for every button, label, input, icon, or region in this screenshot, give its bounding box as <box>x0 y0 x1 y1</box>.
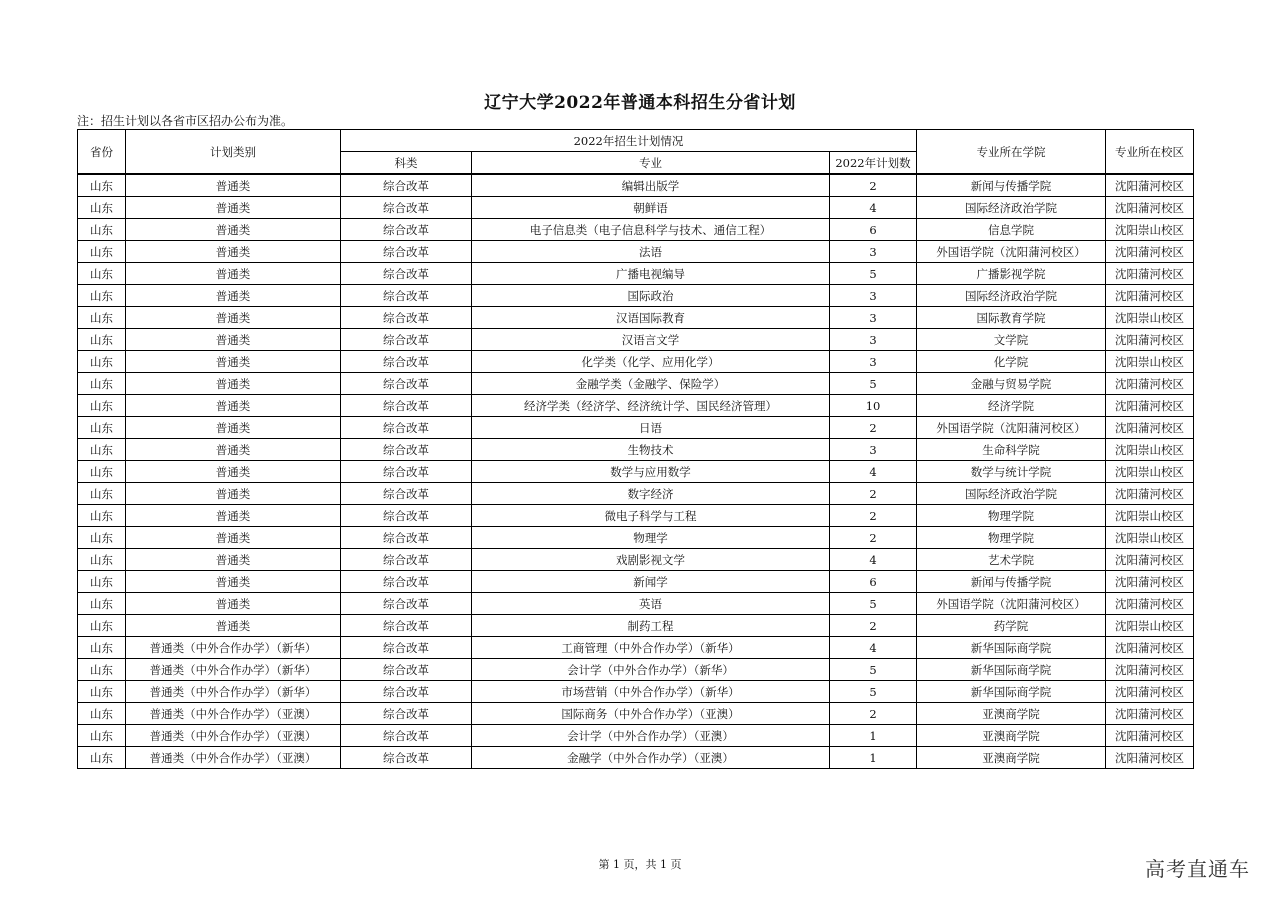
count-cell: 2 <box>830 527 917 549</box>
count-cell: 1 <box>830 747 917 769</box>
count-cell: 3 <box>830 307 917 329</box>
subject-cell: 综合改革 <box>341 417 472 439</box>
header-campus: 专业所在校区 <box>1106 130 1194 175</box>
province-cell: 山东 <box>78 174 126 197</box>
college-cell: 国际经济政治学院 <box>917 483 1106 505</box>
table-row <box>78 351 1194 373</box>
plan-type-cell: 普通类 <box>126 615 341 637</box>
campus-cell: 沈阳蒲河校区 <box>1106 637 1194 659</box>
college-cell: 信息学院 <box>917 219 1106 241</box>
plan-type-cell: 普通类（中外合作办学）（亚澳） <box>126 725 341 747</box>
major-cell: 法语 <box>472 241 830 263</box>
table-row <box>78 395 1194 417</box>
province-cell: 山东 <box>78 329 126 351</box>
subject-cell: 综合改革 <box>341 461 472 483</box>
plan-type-cell: 普通类 <box>126 461 341 483</box>
campus-cell: 沈阳蒲河校区 <box>1106 417 1194 439</box>
plan-type-cell: 普通类（中外合作办学）（新华） <box>126 659 341 681</box>
province-cell: 山东 <box>78 593 126 615</box>
province-cell: 山东 <box>78 395 126 417</box>
campus-cell: 沈阳蒲河校区 <box>1106 241 1194 263</box>
plan-type-cell: 普通类 <box>126 351 341 373</box>
plan-type-cell: 普通类（中外合作办学）（亚澳） <box>126 703 341 725</box>
plan-type-cell: 普通类 <box>126 593 341 615</box>
major-cell: 物理学 <box>472 527 830 549</box>
major-cell: 广播电视编导 <box>472 263 830 285</box>
header-plan-type: 计划类别 <box>126 130 341 175</box>
major-cell: 金融学（中外合作办学）（亚澳） <box>472 747 830 769</box>
province-cell: 山东 <box>78 527 126 549</box>
table-row <box>78 483 1194 505</box>
campus-cell: 沈阳蒲河校区 <box>1106 329 1194 351</box>
plan-table-body <box>78 174 1194 769</box>
province-cell: 山东 <box>78 725 126 747</box>
college-cell: 广播影视学院 <box>917 263 1106 285</box>
table-row <box>78 197 1194 219</box>
major-cell: 制药工程 <box>472 615 830 637</box>
college-cell: 国际经济政治学院 <box>917 197 1106 219</box>
province-cell: 山东 <box>78 439 126 461</box>
count-cell: 3 <box>830 329 917 351</box>
subject-cell: 综合改革 <box>341 219 472 241</box>
campus-cell: 沈阳崇山校区 <box>1106 439 1194 461</box>
plan-type-cell: 普通类 <box>126 373 341 395</box>
plan-type-cell: 普通类 <box>126 197 341 219</box>
campus-cell: 沈阳崇山校区 <box>1106 351 1194 373</box>
major-cell: 编辑出版学 <box>472 174 830 197</box>
table-row <box>78 263 1194 285</box>
province-cell: 山东 <box>78 703 126 725</box>
college-cell: 新华国际商学院 <box>917 659 1106 681</box>
major-cell: 工商管理（中外合作办学）（新华） <box>472 637 830 659</box>
major-cell: 市场营销（中外合作办学）（新华） <box>472 681 830 703</box>
count-cell: 4 <box>830 637 917 659</box>
province-cell: 山东 <box>78 285 126 307</box>
subject-cell: 综合改革 <box>341 307 472 329</box>
campus-cell: 沈阳崇山校区 <box>1106 527 1194 549</box>
college-cell: 外国语学院（沈阳蒲河校区） <box>917 417 1106 439</box>
plan-type-cell: 普通类 <box>126 505 341 527</box>
province-cell: 山东 <box>78 571 126 593</box>
table-row <box>78 593 1194 615</box>
table-row <box>78 549 1194 571</box>
plan-type-cell: 普通类 <box>126 329 341 351</box>
note: 注：招生计划以各省市区招办公布为准。 <box>77 114 294 128</box>
college-cell: 艺术学院 <box>917 549 1106 571</box>
campus-cell: 沈阳蒲河校区 <box>1106 681 1194 703</box>
major-cell: 金融学类（金融学、保险学） <box>472 373 830 395</box>
major-cell: 数学与应用数学 <box>472 461 830 483</box>
college-cell: 经济学院 <box>917 395 1106 417</box>
count-cell: 2 <box>830 174 917 197</box>
plan-type-cell: 普通类 <box>126 417 341 439</box>
count-cell: 3 <box>830 241 917 263</box>
count-cell: 2 <box>830 505 917 527</box>
watermark: 高考直通车 <box>1145 857 1250 881</box>
campus-cell: 沈阳蒲河校区 <box>1106 174 1194 197</box>
table-row <box>78 659 1194 681</box>
plan-type-cell: 普通类 <box>126 571 341 593</box>
table-row <box>78 241 1194 263</box>
plan-type-cell: 普通类 <box>126 483 341 505</box>
major-cell: 国际商务（中外合作办学）（亚澳） <box>472 703 830 725</box>
subject-cell: 综合改革 <box>341 703 472 725</box>
subject-cell: 综合改革 <box>341 241 472 263</box>
major-cell: 国际政治 <box>472 285 830 307</box>
college-cell: 数学与统计学院 <box>917 461 1106 483</box>
province-cell: 山东 <box>78 219 126 241</box>
subject-cell: 综合改革 <box>341 263 472 285</box>
province-cell: 山东 <box>78 263 126 285</box>
campus-cell: 沈阳蒲河校区 <box>1106 703 1194 725</box>
campus-cell: 沈阳崇山校区 <box>1106 219 1194 241</box>
table-row <box>78 527 1194 549</box>
plan-type-cell: 普通类 <box>126 219 341 241</box>
campus-cell: 沈阳崇山校区 <box>1106 615 1194 637</box>
count-cell: 3 <box>830 285 917 307</box>
table-row <box>78 373 1194 395</box>
province-cell: 山东 <box>78 373 126 395</box>
campus-cell: 沈阳蒲河校区 <box>1106 285 1194 307</box>
campus-cell: 沈阳蒲河校区 <box>1106 659 1194 681</box>
college-cell: 生命科学院 <box>917 439 1106 461</box>
count-cell: 5 <box>830 263 917 285</box>
page-title: 辽宁大学2022年普通本科招生分省计划 <box>484 93 796 113</box>
subject-cell: 综合改革 <box>341 549 472 571</box>
count-cell: 4 <box>830 197 917 219</box>
campus-cell: 沈阳蒲河校区 <box>1106 747 1194 769</box>
count-cell: 6 <box>830 219 917 241</box>
table-row <box>78 747 1194 769</box>
major-cell: 数字经济 <box>472 483 830 505</box>
subject-cell: 综合改革 <box>341 285 472 307</box>
count-cell: 3 <box>830 439 917 461</box>
college-cell: 亚澳商学院 <box>917 703 1106 725</box>
subject-cell: 综合改革 <box>341 351 472 373</box>
table-row <box>78 505 1194 527</box>
major-cell: 化学类（化学、应用化学） <box>472 351 830 373</box>
major-cell: 汉语言文学 <box>472 329 830 351</box>
subject-cell: 综合改革 <box>341 395 472 417</box>
province-cell: 山东 <box>78 241 126 263</box>
plan-type-cell: 普通类 <box>126 439 341 461</box>
subject-cell: 综合改革 <box>341 174 472 197</box>
major-cell: 汉语国际教育 <box>472 307 830 329</box>
count-cell: 5 <box>830 373 917 395</box>
province-cell: 山东 <box>78 483 126 505</box>
plan-type-cell: 普通类 <box>126 241 341 263</box>
college-cell: 新闻与传播学院 <box>917 571 1106 593</box>
header-subject: 科类 <box>341 152 472 175</box>
province-cell: 山东 <box>78 747 126 769</box>
count-cell: 2 <box>830 417 917 439</box>
campus-cell: 沈阳蒲河校区 <box>1106 395 1194 417</box>
subject-cell: 综合改革 <box>341 329 472 351</box>
subject-cell: 综合改革 <box>341 747 472 769</box>
major-cell: 生物技术 <box>472 439 830 461</box>
table-row <box>78 329 1194 351</box>
plan-type-cell: 普通类（中外合作办学）（亚澳） <box>126 747 341 769</box>
count-cell: 5 <box>830 659 917 681</box>
count-cell: 3 <box>830 351 917 373</box>
subject-cell: 综合改革 <box>341 725 472 747</box>
subject-cell: 综合改革 <box>341 373 472 395</box>
plan-type-cell: 普通类 <box>126 263 341 285</box>
campus-cell: 沈阳蒲河校区 <box>1106 549 1194 571</box>
campus-cell: 沈阳崇山校区 <box>1106 307 1194 329</box>
province-cell: 山东 <box>78 615 126 637</box>
subject-cell: 综合改革 <box>341 615 472 637</box>
major-cell: 朝鲜语 <box>472 197 830 219</box>
plan-type-cell: 普通类 <box>126 527 341 549</box>
count-cell: 5 <box>830 681 917 703</box>
college-cell: 化学院 <box>917 351 1106 373</box>
count-cell: 2 <box>830 483 917 505</box>
college-cell: 外国语学院（沈阳蒲河校区） <box>917 593 1106 615</box>
plan-type-cell: 普通类 <box>126 395 341 417</box>
table-row <box>78 417 1194 439</box>
major-cell: 会计学（中外合作办学）（亚澳） <box>472 725 830 747</box>
table-row <box>78 703 1194 725</box>
campus-cell: 沈阳蒲河校区 <box>1106 725 1194 747</box>
college-cell: 药学院 <box>917 615 1106 637</box>
table-row <box>78 681 1194 703</box>
subject-cell: 综合改革 <box>341 571 472 593</box>
province-cell: 山东 <box>78 659 126 681</box>
college-cell: 亚澳商学院 <box>917 747 1106 769</box>
college-cell: 物理学院 <box>917 505 1106 527</box>
province-cell: 山东 <box>78 307 126 329</box>
subject-cell: 综合改革 <box>341 637 472 659</box>
count-cell: 1 <box>830 725 917 747</box>
campus-cell: 沈阳蒲河校区 <box>1106 263 1194 285</box>
table-row <box>78 725 1194 747</box>
college-cell: 物理学院 <box>917 527 1106 549</box>
subject-cell: 综合改革 <box>341 197 472 219</box>
table-row <box>78 307 1194 329</box>
table-row <box>78 174 1194 197</box>
table-row <box>78 637 1194 659</box>
count-cell: 10 <box>830 395 917 417</box>
plan-type-cell: 普通类 <box>126 285 341 307</box>
plan-type-cell: 普通类 <box>126 307 341 329</box>
subject-cell: 综合改革 <box>341 681 472 703</box>
province-cell: 山东 <box>78 549 126 571</box>
major-cell: 英语 <box>472 593 830 615</box>
table-row <box>78 571 1194 593</box>
plan-type-cell: 普通类 <box>126 174 341 197</box>
subject-cell: 综合改革 <box>341 439 472 461</box>
campus-cell: 沈阳蒲河校区 <box>1106 483 1194 505</box>
province-cell: 山东 <box>78 417 126 439</box>
college-cell: 国际教育学院 <box>917 307 1106 329</box>
college-cell: 文学院 <box>917 329 1106 351</box>
plan-type-cell: 普通类（中外合作办学）（新华） <box>126 681 341 703</box>
table-row <box>78 439 1194 461</box>
province-cell: 山东 <box>78 197 126 219</box>
campus-cell: 沈阳崇山校区 <box>1106 505 1194 527</box>
major-cell: 电子信息类（电子信息科学与技术、通信工程） <box>472 219 830 241</box>
subject-cell: 综合改革 <box>341 527 472 549</box>
major-cell: 日语 <box>472 417 830 439</box>
college-cell: 新华国际商学院 <box>917 681 1106 703</box>
table-row <box>78 615 1194 637</box>
table-row <box>78 219 1194 241</box>
major-cell: 戏剧影视文学 <box>472 549 830 571</box>
major-cell: 微电子科学与工程 <box>472 505 830 527</box>
table-row <box>78 285 1194 307</box>
campus-cell: 沈阳蒲河校区 <box>1106 197 1194 219</box>
subject-cell: 综合改革 <box>341 483 472 505</box>
province-cell: 山东 <box>78 461 126 483</box>
province-cell: 山东 <box>78 351 126 373</box>
college-cell: 新闻与传播学院 <box>917 174 1106 197</box>
major-cell: 经济学类（经济学、经济统计学、国民经济管理） <box>472 395 830 417</box>
campus-cell: 沈阳崇山校区 <box>1106 461 1194 483</box>
count-cell: 4 <box>830 461 917 483</box>
college-cell: 亚澳商学院 <box>917 725 1106 747</box>
header-count: 2022年计划数 <box>830 152 917 175</box>
major-cell: 会计学（中外合作办学）（新华） <box>472 659 830 681</box>
page-footer: 第 1 页，共 1 页 <box>598 858 682 871</box>
college-cell: 金融与贸易学院 <box>917 373 1106 395</box>
campus-cell: 沈阳蒲河校区 <box>1106 571 1194 593</box>
count-cell: 4 <box>830 549 917 571</box>
header-college: 专业所在学院 <box>917 130 1106 175</box>
province-cell: 山东 <box>78 637 126 659</box>
table-row <box>78 461 1194 483</box>
header-group: 2022年招生计划情况 <box>341 130 917 152</box>
plan-table <box>77 129 1194 769</box>
header-major: 专业 <box>472 152 830 175</box>
plan-type-cell: 普通类（中外合作办学）（新华） <box>126 637 341 659</box>
count-cell: 2 <box>830 615 917 637</box>
header-province: 省份 <box>78 130 126 175</box>
count-cell: 6 <box>830 571 917 593</box>
campus-cell: 沈阳蒲河校区 <box>1106 593 1194 615</box>
subject-cell: 综合改革 <box>341 505 472 527</box>
major-cell: 新闻学 <box>472 571 830 593</box>
subject-cell: 综合改革 <box>341 593 472 615</box>
college-cell: 外国语学院（沈阳蒲河校区） <box>917 241 1106 263</box>
count-cell: 5 <box>830 593 917 615</box>
subject-cell: 综合改革 <box>341 659 472 681</box>
plan-type-cell: 普通类 <box>126 549 341 571</box>
campus-cell: 沈阳蒲河校区 <box>1106 373 1194 395</box>
college-cell: 国际经济政治学院 <box>917 285 1106 307</box>
count-cell: 2 <box>830 703 917 725</box>
province-cell: 山东 <box>78 505 126 527</box>
province-cell: 山东 <box>78 681 126 703</box>
college-cell: 新华国际商学院 <box>917 637 1106 659</box>
